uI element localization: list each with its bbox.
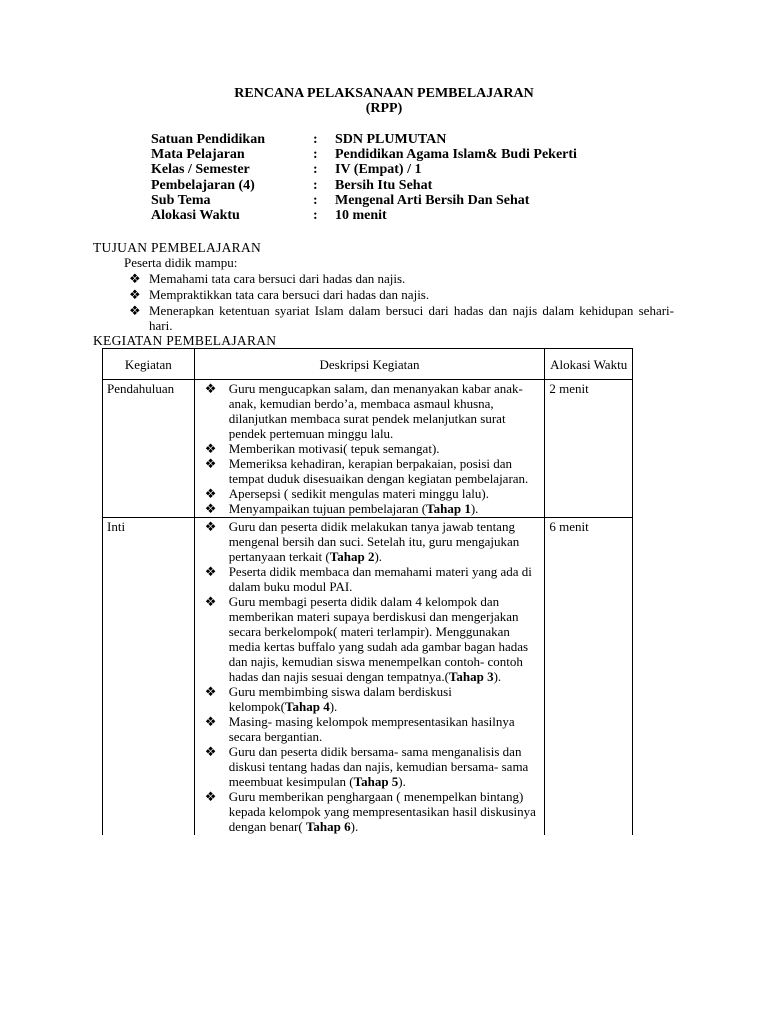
meta-value: Pendidikan Agama Islam& Budi Pekerti — [335, 147, 577, 163]
diamond-bullet-icon: ❖ — [204, 501, 217, 516]
activity-text: Guru dan peserta didik melakukan tanya jawab tentang mengenal bersih dan suci. Setelah itu, guru mengajukan pertanyaan terkait ( — [228, 519, 520, 564]
meta-label: Pembelajaran (4) — [151, 177, 255, 193]
activity-item — [199, 519, 541, 564]
tahap-label: Tahap 3 — [448, 669, 494, 684]
meta-label: Sub Tema — [151, 192, 211, 208]
activity-item — [199, 441, 541, 456]
diamond-bullet-icon: ❖ — [204, 564, 217, 579]
tujuan-text: Mempraktikkan tata cara bersuci dari hadas dan najis. — [149, 287, 430, 302]
activity-text: Memberikan motivasi( tepuk semangat). — [228, 441, 440, 456]
diamond-bullet-icon: ❖ — [204, 594, 217, 609]
diamond-bullet-icon: ❖ — [204, 519, 217, 534]
diamond-bullet-icon: ❖ — [204, 789, 217, 804]
diamond-bullet-icon: ❖ — [204, 714, 217, 729]
activity-item — [199, 381, 541, 441]
diamond-bullet-icon: ❖ — [204, 744, 217, 759]
kegiatan-table — [102, 348, 633, 835]
activity-text-end: ). — [493, 669, 502, 684]
activity-text: Guru mengucapkan salam, dan menanyakan kabar anak- anak, kemudian berdo’a, membaca asmaul khusna, dilanjutkan membaca surat pendek melanjutkan surat pendek pertemuan minggu lalu. — [228, 381, 523, 441]
meta-colon: : — [313, 192, 318, 208]
activity-text: Masing- masing kelompok mempresentasikan hasilnya secara bergantian. — [228, 714, 515, 744]
meta-row — [151, 147, 577, 162]
identity-block — [151, 132, 577, 223]
time-cell: 2 menit — [545, 380, 633, 518]
meta-colon: : — [313, 207, 318, 223]
description-cell — [194, 380, 545, 518]
diamond-bullet-icon: ❖ — [204, 381, 217, 396]
activity-text: Guru membagi peserta didik dalam 4 kelompok dan memberikan materi supaya berdiskusi dan mengerjakan secara berkelompok( materi terlampir). Menggunakan media kertas buffalo yang sudah ada gambar bagan hadas dan najis, kemudian siswa menempelkan contoh- contoh hadas dan najis sesuai dengan tempatnya.( — [228, 594, 529, 684]
tujuan-list — [129, 271, 674, 334]
header-alokasi: Alokasi Waktu — [545, 349, 633, 380]
meta-label: Alokasi Waktu — [151, 207, 240, 223]
time-cell: 6 menit — [545, 518, 633, 836]
table-row — [103, 518, 633, 836]
phase-cell: Inti — [103, 518, 195, 836]
activity-text-end: ). — [374, 549, 383, 564]
meta-row — [151, 178, 577, 193]
diamond-bullet-icon: ❖ — [204, 441, 217, 456]
activity-text-end: ). — [329, 699, 338, 714]
tahap-label: Tahap 6 — [305, 819, 351, 834]
description-cell — [194, 518, 545, 836]
activity-text: Guru memberikan penghargaan ( menempelkan bintang) kepada kelompok yang mempresentasikan hasil diskusinya dengan benar( — [228, 789, 536, 834]
meta-row — [151, 208, 577, 223]
meta-value: 10 menit — [335, 207, 387, 223]
meta-value: Bersih Itu Sehat — [335, 177, 433, 193]
table-row — [103, 380, 633, 518]
tujuan-intro: Peserta didik mampu: — [124, 255, 238, 270]
tahap-label: Tahap 4 — [285, 699, 330, 714]
activity-text: Guru membimbing siswa dalam berdiskusi kelompok( — [228, 684, 452, 714]
tujuan-text: Menerapkan ketentuan syariat Islam dalam bersuci dari hadas dan najis dalam kehidupan sehari- hari. — [149, 303, 674, 333]
activity-text: Peserta didik membaca dan memahami materi yang ada di dalam buku modul PAI. — [228, 564, 532, 594]
meta-colon: : — [313, 132, 318, 147]
table-header-row — [103, 349, 633, 380]
activity-item — [199, 744, 541, 789]
diamond-bullet-icon: ❖ — [129, 271, 141, 286]
activity-item — [199, 789, 541, 834]
tujuan-item — [129, 287, 674, 302]
activity-text: Memeriksa kehadiran, kerapian berpakaian, posisi dan tempat duduk disesuaikan dengan kegiatan pembelajaran. — [228, 456, 529, 486]
diamond-bullet-icon: ❖ — [129, 303, 141, 318]
activity-text: Apersepsi ( sedikit mengulas materi minggu lalu). — [228, 486, 489, 501]
header-kegiatan: Kegiatan — [103, 349, 195, 380]
tujuan-text: Memahami tata cara bersuci dari hadas dan najis. — [149, 271, 406, 286]
meta-colon: : — [313, 162, 318, 178]
meta-label: Satuan Pendidikan — [151, 132, 265, 147]
kegiatan-heading: KEGIATAN PEMBELAJARAN — [93, 333, 277, 348]
meta-label: Kelas / Semester — [151, 162, 250, 178]
phase-cell: Pendahuluan — [103, 380, 195, 518]
diamond-bullet-icon: ❖ — [204, 456, 217, 471]
activity-item — [199, 564, 541, 594]
activity-text: Menyampaikan tujuan pembelajaran ( — [228, 501, 427, 516]
activity-item — [199, 501, 541, 516]
diamond-bullet-icon: ❖ — [204, 486, 217, 501]
meta-colon: : — [313, 177, 318, 193]
activity-text-end: ). — [398, 774, 406, 789]
activity-text-end: ). — [470, 501, 479, 516]
activity-text: Guru dan peserta didik bersama- sama menganalisis dan diskusi tentang hadas dan najis, kemudian bersama- sama meembuat kesimpulan ( — [228, 744, 529, 789]
activity-text-end: ). — [350, 819, 359, 834]
meta-row — [151, 193, 577, 208]
header-deskripsi: Deskripsi Kegiatan — [194, 349, 545, 380]
meta-colon: : — [313, 147, 318, 163]
meta-row — [151, 132, 577, 147]
meta-value: Mengenal Arti Bersih Dan Sehat — [335, 192, 530, 208]
diamond-bullet-icon: ❖ — [204, 684, 217, 699]
diamond-bullet-icon: ❖ — [129, 287, 141, 302]
activity-item — [199, 594, 541, 684]
activity-item — [199, 684, 541, 714]
meta-row — [151, 162, 577, 177]
activity-item — [199, 714, 541, 744]
activity-item — [199, 486, 541, 501]
document-title: RENCANA PELAKSANAAN PEMBELAJARAN — [234, 86, 534, 101]
meta-value: IV (Empat) / 1 — [335, 162, 422, 178]
tahap-label: Tahap 5 — [353, 774, 399, 789]
tujuan-heading: TUJUAN PEMBELAJARAN — [93, 240, 262, 255]
meta-label: Mata Pelajaran — [151, 147, 245, 163]
meta-value: SDN PLUMUTAN — [335, 132, 447, 147]
tahap-label: Tahap 2 — [329, 549, 375, 564]
activity-item — [199, 456, 541, 486]
tahap-label: Tahap 1 — [426, 501, 471, 516]
tujuan-item — [129, 303, 674, 333]
document-subtitle: (RPP) — [365, 101, 403, 116]
tujuan-item — [129, 271, 674, 286]
